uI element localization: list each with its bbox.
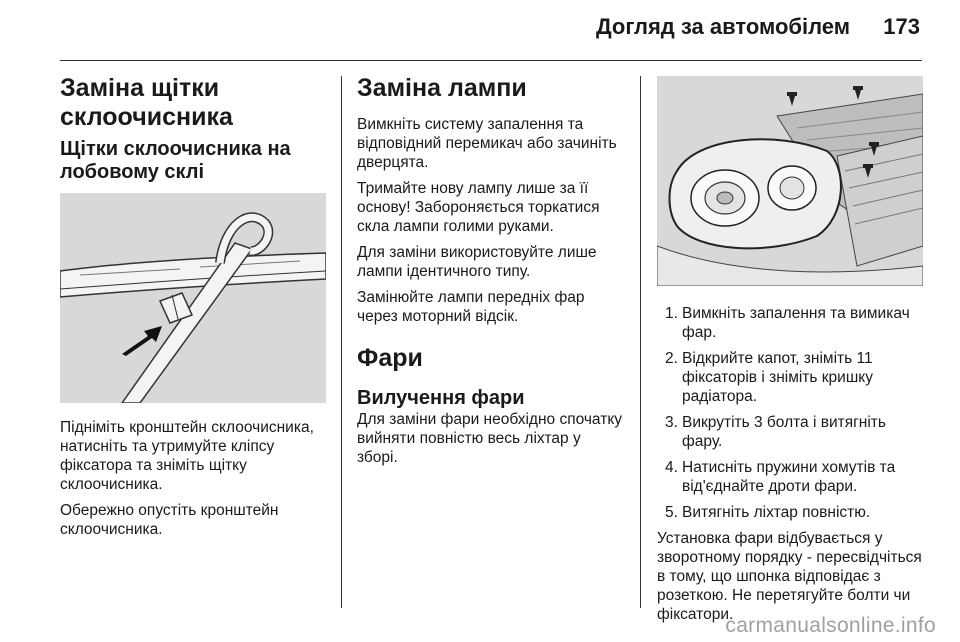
wiper-figure: [60, 193, 326, 403]
column-wiper-text: [60, 418, 326, 539]
section-heading-headlights: Фари: [357, 344, 423, 372]
subheading-windshield-wipers: Щітки склоочисника на лобовому склі: [60, 138, 291, 183]
list-item: 5. Витягніть ліхтар повністю.: [665, 504, 871, 521]
list-item: 1. Вимкніть запалення та вимикач фар.: [665, 305, 910, 341]
pointer-arrow-icon: [118, 320, 168, 360]
headlight-illustration: [657, 76, 923, 286]
headlight-steps-list: [657, 304, 923, 522]
column-divider-1: [341, 76, 342, 608]
headlight-paragraph: Для заміни фари необхідно спочатку вийняти повністю весь ліхтар у зборі.: [357, 411, 623, 466]
list-item: 2. Відкрийте капот, зніміть 11 фіксаторів і зніміть кришку радіатора.: [665, 350, 873, 405]
pointer-arrow: [118, 320, 168, 360]
section-heading-wiper: Заміна щітки склоочисника: [60, 74, 233, 131]
column-divider-2: [640, 76, 641, 608]
header-title: Догляд за автомобілем: [595, 14, 850, 39]
column-bulb: [357, 74, 623, 467]
subheading-headlight-removal: Вилучення фари: [357, 387, 525, 409]
page-header: [0, 0, 960, 60]
wiper-arm-illustration: [60, 193, 326, 403]
bulb-paragraph-3: Для заміни використовуйте лише лампи ідентичного типу.: [357, 244, 597, 280]
bulb-paragraph-4: Замінюйте лампи передніх фар через моторний відсік.: [357, 289, 585, 325]
wiper-paragraph-2: Обережно опустіть кронштейн склоочисника.: [60, 502, 279, 538]
wiper-paragraph-1: Підніміть кронштейн склоочисника, натисніть та утримуйте кліпсу фіксатора та зніміть щітку склоочисника.: [60, 419, 314, 493]
list-item: 3. Викрутіть 3 болта і витягніть фару.: [665, 414, 886, 450]
watermark: carmanualsonline.info: [725, 614, 936, 637]
installation-paragraph: Установка фари відбувається у зворотному порядку - пересвідчіться в тому, що шпонка відповідає з розеткою. Не перетягуйте болти чи фіксатори.: [657, 530, 922, 623]
list-item: 4. Натисніть пружини хомутів та від'єднайте дроти фари.: [665, 459, 896, 495]
headlight-figure: [657, 76, 923, 286]
section-heading-bulb: Заміна лампи: [357, 74, 527, 102]
column-headlight-steps: [657, 304, 923, 624]
column-wiper: [60, 74, 326, 184]
bulb-paragraph-2: Тримайте нову лампу лише за її основу! Забороняється торкатися скла лампи голими руками.: [357, 180, 600, 235]
bulb-paragraph-1: Вимкніть систему запалення та відповідний перемикач або зачиніть дверцята.: [357, 116, 617, 171]
header-divider: [60, 60, 922, 61]
page-number: 173: [883, 14, 920, 39]
